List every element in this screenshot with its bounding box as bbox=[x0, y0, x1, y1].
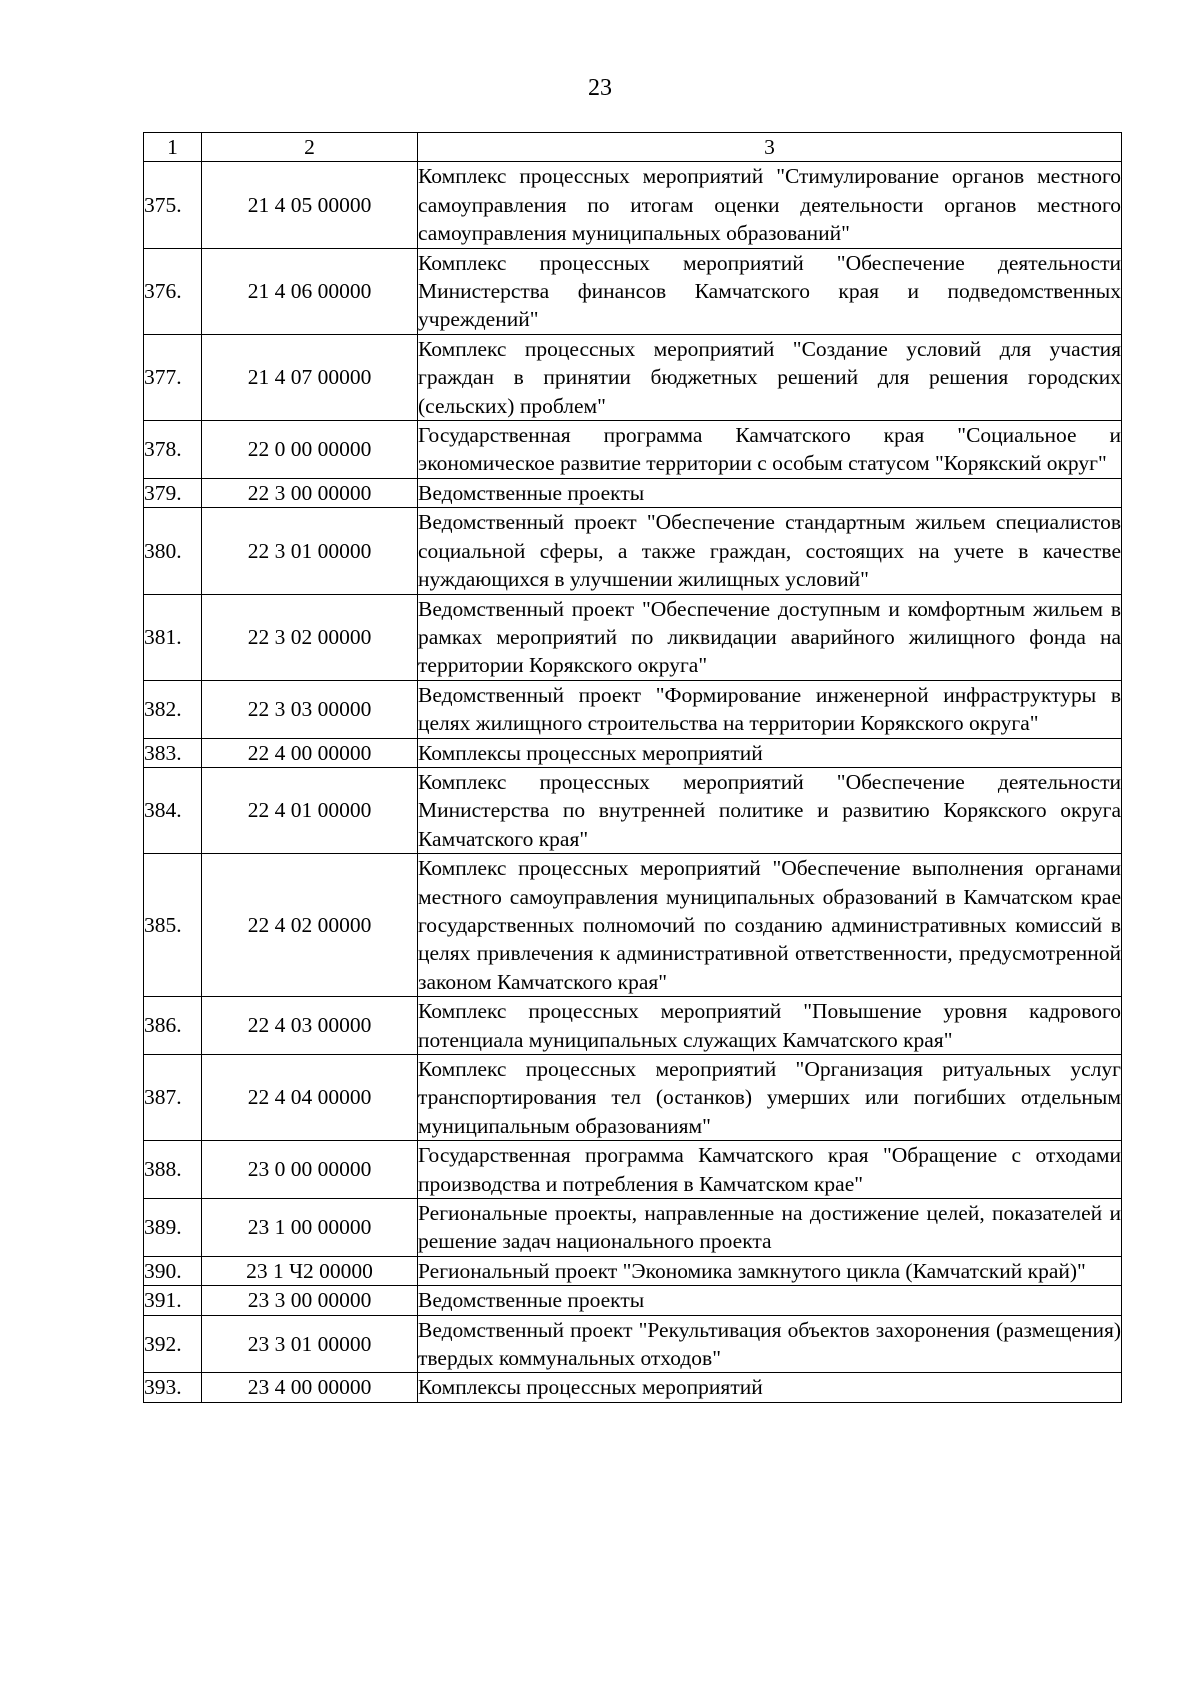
row-number: 388. bbox=[144, 1141, 202, 1199]
item-name: Региональный проект "Экономика замкнутого цикла (Камчатский край)" bbox=[418, 1256, 1122, 1285]
item-name: Государственная программа Камчатского края "Обращение с отходами производства и потребления в Камчатском крае" bbox=[418, 1141, 1122, 1199]
item-name: Комплекс процессных мероприятий "Организация ритуальных услуг транспортирования тел (останков) умерших или погибших отдельным муниципальным образованиям" bbox=[418, 1055, 1122, 1141]
item-name: Комплекс процессных мероприятий "Обеспечение деятельности Министерства по внутренней политике и развитию Корякского округа Камчатского края" bbox=[418, 767, 1122, 853]
item-name: Комплексы процессных мероприятий bbox=[418, 738, 1122, 767]
classification-code: 21 4 07 00000 bbox=[202, 334, 418, 420]
row-number: 385. bbox=[144, 854, 202, 997]
classification-code: 22 3 02 00000 bbox=[202, 594, 418, 680]
row-number: 383. bbox=[144, 738, 202, 767]
item-name: Региональные проекты, направленные на достижение целей, показателей и решение задач национального проекта bbox=[418, 1199, 1122, 1257]
item-name: Государственная программа Камчатского края "Социальное и экономическое развитие территории с особым статусом "Корякский округ" bbox=[418, 421, 1122, 479]
table-row bbox=[144, 854, 1122, 997]
table-row bbox=[144, 334, 1122, 420]
table-row bbox=[144, 1199, 1122, 1257]
table-row bbox=[144, 738, 1122, 767]
table-row bbox=[144, 421, 1122, 479]
classification-code: 22 4 03 00000 bbox=[202, 997, 418, 1055]
row-number: 376. bbox=[144, 248, 202, 334]
item-name: Комплекс процессных мероприятий "Обеспечение выполнения органами местного самоуправления муниципальных образований в Камчатском крае государственных полномочий по созданию административных комиссий в целях привлечения к административной ответственности, предусмотренной законом Камчатского края" bbox=[418, 854, 1122, 997]
row-number: 390. bbox=[144, 1256, 202, 1285]
classification-code: 22 0 00 00000 bbox=[202, 421, 418, 479]
table-row bbox=[144, 478, 1122, 507]
row-number: 382. bbox=[144, 680, 202, 738]
classification-code: 22 4 01 00000 bbox=[202, 767, 418, 853]
column-number-row bbox=[144, 133, 1122, 162]
table-row bbox=[144, 248, 1122, 334]
budget-codes-table bbox=[143, 132, 1122, 1403]
item-name: Ведомственный проект "Обеспечение стандартным жильем специалистов социальной сферы, а также граждан, состоящих на учете в качестве нуждающихся в улучшении жилищных условий" bbox=[418, 508, 1122, 594]
classification-code: 23 4 00 00000 bbox=[202, 1373, 418, 1402]
table-row bbox=[144, 508, 1122, 594]
classification-code: 23 0 00 00000 bbox=[202, 1141, 418, 1199]
row-number: 379. bbox=[144, 478, 202, 507]
table-row bbox=[144, 767, 1122, 853]
item-name: Ведомственные проекты bbox=[418, 1286, 1122, 1315]
classification-code: 23 1 00 00000 bbox=[202, 1199, 418, 1257]
table-row bbox=[144, 997, 1122, 1055]
row-number: 375. bbox=[144, 162, 202, 248]
row-number: 393. bbox=[144, 1373, 202, 1402]
row-number: 380. bbox=[144, 508, 202, 594]
row-number: 386. bbox=[144, 997, 202, 1055]
column-header: 2 bbox=[202, 133, 418, 162]
table-row bbox=[144, 162, 1122, 248]
classification-code: 22 3 00 00000 bbox=[202, 478, 418, 507]
row-number: 378. bbox=[144, 421, 202, 479]
page-number: 23 bbox=[588, 75, 612, 101]
item-name: Ведомственный проект "Обеспечение доступным и комфортным жильем в рамках мероприятий по ликвидации аварийного жилищного фонда на территории Корякского округа" bbox=[418, 594, 1122, 680]
row-number: 392. bbox=[144, 1315, 202, 1373]
item-name: Комплекс процессных мероприятий "Стимулирование органов местного самоуправления по итогам оценки деятельности органов местного самоуправления муниципальных образований" bbox=[418, 162, 1122, 248]
row-number: 381. bbox=[144, 594, 202, 680]
item-name: Комплекс процессных мероприятий "Создание условий для участия граждан в принятии бюджетных решений для решения городских (сельских) проблем" bbox=[418, 334, 1122, 420]
table-row bbox=[144, 1315, 1122, 1373]
row-number: 387. bbox=[144, 1055, 202, 1141]
classification-code: 21 4 06 00000 bbox=[202, 248, 418, 334]
column-header: 1 bbox=[144, 133, 202, 162]
table-row bbox=[144, 1373, 1122, 1402]
item-name: Комплекс процессных мероприятий "Обеспечение деятельности Министерства финансов Камчатского края и подведомственных учреждений" bbox=[418, 248, 1122, 334]
item-name: Комплекс процессных мероприятий "Повышение уровня кадрового потенциала муниципальных служащих Камчатского края" bbox=[418, 997, 1122, 1055]
classification-code: 23 1 Ч2 00000 bbox=[202, 1256, 418, 1285]
row-number: 389. bbox=[144, 1199, 202, 1257]
table-row bbox=[144, 594, 1122, 680]
row-number: 377. bbox=[144, 334, 202, 420]
table-row bbox=[144, 1055, 1122, 1141]
row-number: 391. bbox=[144, 1286, 202, 1315]
table-row bbox=[144, 1141, 1122, 1199]
classification-code: 22 4 04 00000 bbox=[202, 1055, 418, 1141]
column-header: 3 bbox=[418, 133, 1122, 162]
classification-code: 22 4 00 00000 bbox=[202, 738, 418, 767]
classification-code: 22 3 01 00000 bbox=[202, 508, 418, 594]
classification-code: 23 3 00 00000 bbox=[202, 1286, 418, 1315]
item-name: Ведомственные проекты bbox=[418, 478, 1122, 507]
item-name: Ведомственный проект "Формирование инженерной инфраструктуры в целях жилищного строительства на территории Корякского округа" bbox=[418, 680, 1122, 738]
row-number: 384. bbox=[144, 767, 202, 853]
table-row bbox=[144, 1256, 1122, 1285]
table-row bbox=[144, 1286, 1122, 1315]
classification-code: 22 3 03 00000 bbox=[202, 680, 418, 738]
item-name: Ведомственный проект "Рекультивация объектов захоронения (размещения) твердых коммунальных отходов" bbox=[418, 1315, 1122, 1373]
table-row bbox=[144, 680, 1122, 738]
classification-code: 21 4 05 00000 bbox=[202, 162, 418, 248]
item-name: Комплексы процессных мероприятий bbox=[418, 1373, 1122, 1402]
classification-code: 22 4 02 00000 bbox=[202, 854, 418, 997]
classification-code: 23 3 01 00000 bbox=[202, 1315, 418, 1373]
